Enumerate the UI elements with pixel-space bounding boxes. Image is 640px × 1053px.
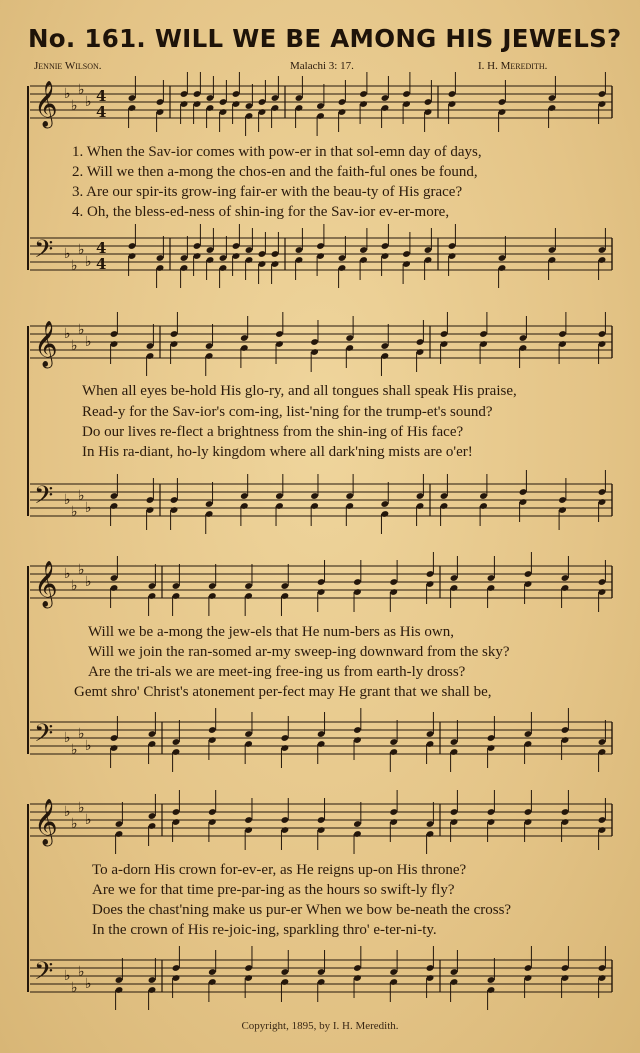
- flat-sign-icon: ♭: [64, 86, 71, 102]
- time-signature-icon: 4: [96, 255, 107, 273]
- flat-sign-icon: ♭: [78, 726, 85, 742]
- lyric-line: 2. Will we then a-mong the chos-en and the faith-ful ones be found,: [72, 164, 478, 180]
- lyric-line: Do our lives re-flect a brightness from the shin-ing of His face?: [82, 424, 464, 440]
- flat-sign-icon: ♭: [64, 246, 71, 262]
- flat-sign-icon: ♭: [78, 562, 85, 578]
- flat-sign-icon: ♭: [85, 334, 92, 350]
- treble-clef-icon: 𝄞: [34, 799, 58, 845]
- lyric-line: 3. Are our spir-its grow-ing fair-er with the beau-ty of His grace?: [72, 184, 463, 200]
- lyric-line: Will we join the ran-somed ar-my sweep-ing downward from the sky?: [88, 644, 510, 660]
- time-signature-icon: 4: [96, 239, 107, 257]
- flat-sign-icon: ♭: [85, 976, 92, 992]
- flat-sign-icon: ♭: [78, 800, 85, 816]
- lyric-line: Are we for that time pre-par-ing as the hours so swift-ly fly?: [92, 882, 455, 898]
- flat-sign-icon: ♭: [71, 980, 78, 996]
- flat-sign-icon: ♭: [64, 492, 71, 508]
- time-signature-icon: 4: [96, 87, 107, 105]
- lyric-line: Are the tri-als we are meet-ing free-ing us from earth-ly dross?: [88, 664, 466, 680]
- flat-sign-icon: ♭: [64, 804, 71, 820]
- lyric-line: To a-dorn His crown for-ev-er, as He reigns up-on His throne?: [92, 862, 467, 878]
- lyric-line: Read-y for the Sav-ior's com-ing, list-'ning for the trump-et's sound?: [82, 404, 493, 420]
- flat-sign-icon: ♭: [85, 94, 92, 110]
- lyric-line: In the crown of His re-joic-ing, sparkling thro' e-ter-ni-ty.: [92, 922, 437, 938]
- time-signature-icon: 4: [96, 103, 107, 121]
- bass-clef-icon: 𝄢: [34, 481, 54, 516]
- bass-clef-icon: 𝄢: [34, 719, 54, 754]
- lyricist-credit: Jennie Wilson.: [34, 60, 102, 72]
- flat-sign-icon: ♭: [71, 258, 78, 274]
- hymn-title: No. 161. WILL WE BE AMONG HIS JEWELS?: [28, 24, 622, 53]
- flat-sign-icon: ♭: [71, 338, 78, 354]
- flat-sign-icon: ♭: [64, 730, 71, 746]
- flat-sign-icon: ♭: [78, 242, 85, 258]
- flat-sign-icon: ♭: [85, 574, 92, 590]
- treble-clef-icon: 𝄞: [34, 81, 58, 127]
- lyric-line: 4. Oh, the bless-ed-ness of shin-ing for the Sav-ior ev-er-more,: [72, 204, 450, 220]
- flat-sign-icon: ♭: [71, 816, 78, 832]
- lyric-line: Does the chast'ning make us pur-er When we bow be-neath the cross?: [92, 902, 512, 918]
- flat-sign-icon: ♭: [71, 578, 78, 594]
- lyric-line: When all eyes be-hold His glo-ry, and all tongues shall speak His praise,: [82, 383, 517, 399]
- flat-sign-icon: ♭: [78, 488, 85, 504]
- flat-sign-icon: ♭: [64, 326, 71, 342]
- flat-sign-icon: ♭: [71, 98, 78, 114]
- bass-clef-icon: 𝄢: [34, 235, 54, 270]
- flat-sign-icon: ♭: [64, 566, 71, 582]
- lyric-line: Will we be a-mong the jew-els that He num-bers as His own,: [88, 624, 454, 640]
- flat-sign-icon: ♭: [85, 500, 92, 516]
- bass-clef-icon: 𝄢: [34, 957, 54, 992]
- composer-credit: I. H. Meredith.: [478, 60, 548, 72]
- lyric-line: In His ra-diant, ho-ly kingdom where all dark'ning mists are o'er!: [82, 444, 473, 460]
- flat-sign-icon: ♭: [85, 738, 92, 754]
- flat-sign-icon: ♭: [64, 968, 71, 984]
- copyright-notice: Copyright, 1895, by I. H. Meredith.: [241, 1020, 399, 1032]
- flat-sign-icon: ♭: [85, 812, 92, 828]
- flat-sign-icon: ♭: [85, 254, 92, 270]
- flat-sign-icon: ♭: [71, 504, 78, 520]
- treble-clef-icon: 𝄞: [34, 321, 58, 367]
- flat-sign-icon: ♭: [78, 964, 85, 980]
- lyric-line: 1. When the Sav-ior comes with pow-er in that sol-emn day of days,: [72, 144, 482, 160]
- scripture-reference: Malachi 3: 17.: [290, 60, 354, 72]
- lyric-line: Gemt shro' Christ's atonement per-fect may He grant that we shall be,: [74, 684, 492, 700]
- flat-sign-icon: ♭: [78, 322, 85, 338]
- flat-sign-icon: ♭: [78, 82, 85, 98]
- treble-clef-icon: 𝄞: [34, 561, 58, 607]
- flat-sign-icon: ♭: [71, 742, 78, 758]
